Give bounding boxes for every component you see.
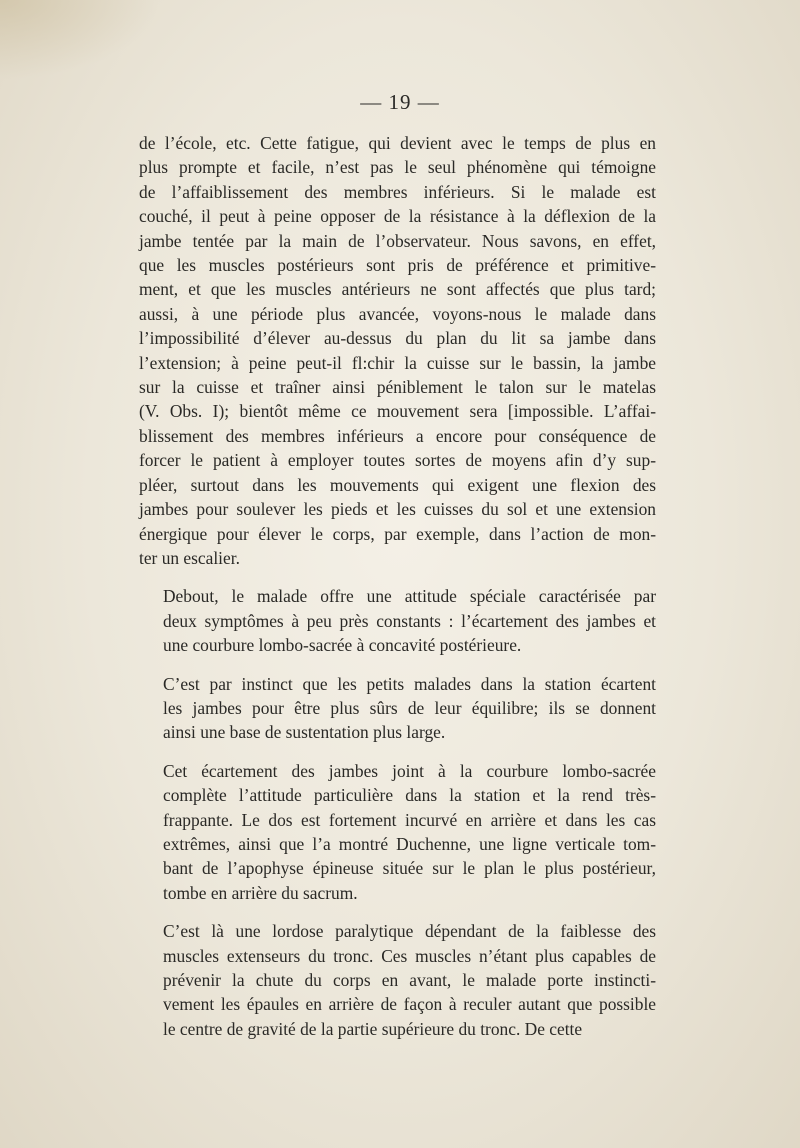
text-line: de l’affaiblissement des membres inférieurs. Si le malade est [139, 181, 656, 202]
text-line: sur la cuisse et traîner ainsi péniblement le talon sur le matelas [139, 377, 656, 398]
body-text [139, 131, 656, 1055]
text-line: couché, il peut à peine opposer de la résistance à la déflexion de la [139, 206, 656, 227]
paragraph [139, 131, 656, 570]
text-line: blissement des membres inférieurs a encore pour conséquence de [139, 425, 656, 446]
text-line: les jambes pour être plus sûrs de leur équilibre; ils se donnent [163, 697, 656, 718]
text-line: de l’école, etc. Cette fatigue, qui devient avec le temps de plus en [139, 133, 656, 153]
text-line: Cet écartement des jambes joint à la courbure lombo-sacrée [163, 760, 656, 781]
text-line: l’extension; à peine peut-il fl:chir la cuisse sur le bassin, la jambe [139, 352, 656, 373]
text-line: C’est par instinct que les petits malades dans la station écartent [163, 673, 656, 694]
paragraph [139, 919, 656, 1041]
paper-stain [0, 0, 160, 80]
text-line: pléer, surtout dans les mouvements qui exigent une flexion des [139, 474, 656, 495]
text-line: le centre de gravité de la partie supérieure du tronc. De cette [163, 1018, 583, 1039]
text-line: C’est là une lordose paralytique dépendant de la faiblesse des [163, 921, 656, 942]
text-line: deux symptômes à peu près constants : l’écartement des jambes et [163, 610, 656, 631]
text-line: jambe tentée par la main de l’observateur. Nous savons, en effet, [139, 230, 656, 251]
paragraph [139, 759, 656, 905]
text-line: complète l’attitude particulière dans la station et la rend très- [163, 785, 656, 806]
text-line: ter un escalier. [139, 547, 240, 568]
text-line: plus prompte et facile, n’est pas le seul phénomène qui témoigne [139, 157, 656, 178]
paragraph [139, 672, 656, 745]
text-line: énergique pour élever le corps, par exemple, dans l’action de mon- [139, 523, 656, 544]
text-line: muscles extenseurs du tronc. Ces muscles n’étant plus capables de [163, 945, 656, 966]
text-line: frappante. Le dos est fortement incurvé en arrière et dans les cas [163, 809, 656, 830]
text-line: prévenir la chute du corps en avant, le malade porte instincti- [163, 970, 656, 990]
text-line: extrêmes, ainsi que l’a montré Duchenne, une ligne verticale tom- [163, 833, 656, 854]
text-line: jambes pour soulever les pieds et les cuisses du sol et une extension [139, 499, 656, 520]
text-line: aussi, à une période plus avancée, voyons-nous le malade dans [139, 303, 656, 324]
text-line: vement les épaules en arrière de façon à reculer autant que possible [163, 994, 656, 1015]
text-line: Debout, le malade offre une attitude spéciale caractérisée par [163, 586, 656, 607]
text-line: tombe en arrière du sacrum. [163, 882, 358, 903]
text-line: bant de l’apophyse épineuse située sur le plan le plus postérieur, [163, 858, 656, 879]
text-line: que les muscles postérieurs sont pris de préférence et primitive- [139, 255, 656, 276]
text-line: une courbure lombo-sacrée à concavité postérieure. [163, 635, 522, 656]
page-number: — 19 — [360, 90, 440, 114]
text-line: ment, et que les muscles antérieurs ne sont affectés que plus tard; [139, 279, 656, 300]
text-line: l’impossibilité d’élever au-dessus du plan du lit sa jambe dans [139, 328, 656, 349]
paragraph [139, 584, 656, 657]
text-line: forcer le patient à employer toutes sortes de moyens afin d’y sup- [139, 450, 656, 471]
text-line: (V. Obs. I); bientôt même ce mouvement sera [impossible. L’affai- [139, 401, 656, 422]
text-line: ainsi une base de sustentation plus large. [163, 722, 446, 743]
